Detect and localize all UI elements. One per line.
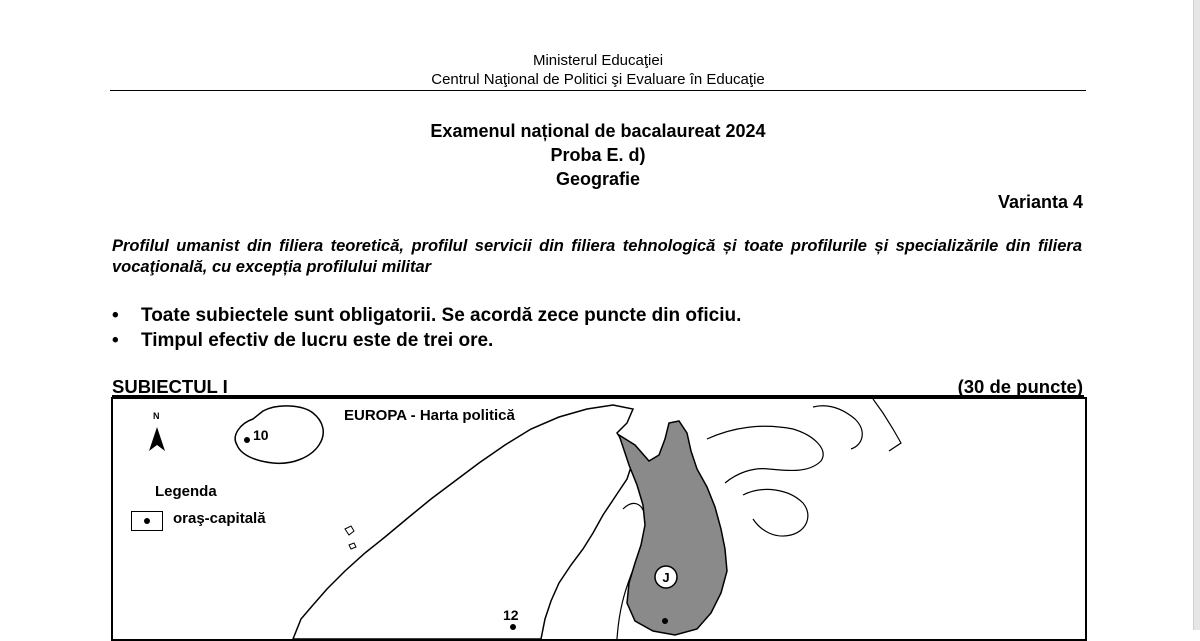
island-shape bbox=[345, 526, 356, 549]
map-label-12: 12 bbox=[503, 607, 519, 623]
legend-capital-symbol bbox=[131, 511, 163, 531]
rule-text: Timpul efectiv de lucru este de trei ore. bbox=[141, 330, 494, 351]
capital-dot bbox=[662, 618, 668, 624]
list-item bbox=[112, 303, 1082, 328]
bullet-icon: • bbox=[112, 330, 119, 351]
north-label: N bbox=[153, 411, 160, 421]
legend-capital-label: oraş-capitală bbox=[173, 510, 266, 527]
exam-title: Examenul național de bacalaureat 2024 bbox=[430, 121, 766, 141]
map-label-10: 10 bbox=[253, 427, 269, 443]
section-points: (30 de puncte) bbox=[957, 376, 1083, 397]
north-arrow-icon bbox=[149, 427, 165, 451]
europe-political-map bbox=[111, 397, 1087, 641]
capital-dot bbox=[510, 624, 516, 630]
kola-peninsula-shape bbox=[707, 426, 823, 483]
exam-test: Proba E. d) bbox=[550, 145, 646, 165]
scandinavia-shape bbox=[293, 405, 633, 639]
white-sea-shape bbox=[743, 489, 808, 536]
ministry-name: Ministerul Educaţiei bbox=[532, 52, 664, 69]
rules-list bbox=[112, 303, 1082, 353]
finland-shape bbox=[619, 421, 727, 635]
bullet-icon: • bbox=[112, 305, 119, 326]
section-title: SUBIECTUL I bbox=[112, 376, 228, 397]
exam-variant: Varianta 4 bbox=[997, 192, 1083, 212]
exam-subject: Geografie bbox=[555, 169, 641, 189]
legend-title: Legenda bbox=[155, 483, 217, 500]
rule-text: Toate subiectele sunt obligatorii. Se acordă zece puncte din oficiu. bbox=[141, 305, 742, 326]
finland-marker-label: J bbox=[662, 570, 670, 585]
capital-dot bbox=[244, 437, 250, 443]
map-title: EUROPA - Harta politică bbox=[344, 407, 515, 424]
list-item bbox=[112, 328, 1082, 353]
coastline-shape bbox=[873, 399, 901, 451]
iceland-shape bbox=[235, 406, 323, 463]
center-name: Centrul Naţional de Politici şi Evaluare în Educaţie bbox=[431, 71, 765, 88]
coastline-shape bbox=[813, 406, 862, 449]
viewer-scrollbar[interactable] bbox=[1193, 0, 1200, 630]
profile-description: Profilul umanist din filiera teoretică, profilul servicii din filiera tehnologică și toate profilurile și specializările din filiera vocaţională, cu excepția profilului militar bbox=[112, 237, 1082, 276]
header-divider bbox=[110, 90, 1086, 91]
